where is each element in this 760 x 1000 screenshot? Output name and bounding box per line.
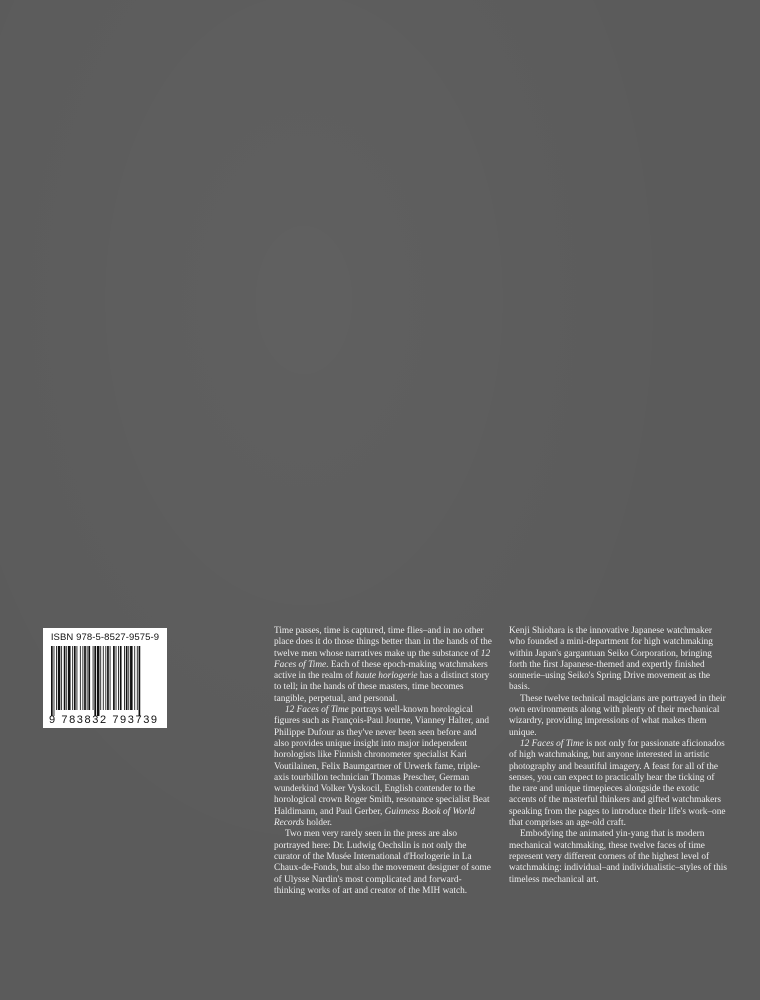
barcode-bar — [134, 646, 135, 710]
barcode-bar — [51, 646, 53, 716]
barcode-bar — [116, 646, 117, 710]
barcode-bar — [105, 646, 106, 710]
barcode-bar — [82, 646, 83, 710]
barcode-bar — [107, 646, 109, 710]
barcode-bar — [61, 646, 62, 710]
text-run: Time passes, time is captured, time flies–and in no other place does it do those things better than in the hands of the twelve men whose narratives make up the substance of — [274, 626, 492, 659]
blurb-paragraph: Kenji Shiohara is the innovative Japanese watchmaker who founded a mini-department for high watchmaking within Japan's gargantuan Seiko Corporation, bringing forth the first Japanese-themed and expertly finished sonnerie–using Seiko's Spring Drive movement as the basis. — [509, 626, 713, 693]
blurb-paragraph: These twelve technical magicians are portrayed in their own environments along with plenty of their mechanical wizardry, providing impressions of what makes them unique. — [509, 693, 726, 738]
barcode-bar — [56, 646, 57, 710]
barcode-bar — [118, 646, 119, 710]
barcode-bar — [94, 646, 96, 716]
barcode-bar — [137, 646, 138, 710]
barcode-bar — [103, 646, 104, 710]
isbn-label: ISBN 978-5-8527-9575-9 — [50, 632, 160, 643]
barcode-bar — [120, 646, 122, 710]
barcode-bar — [110, 646, 111, 710]
emphasis-term: Guinness Book of World Records — [274, 806, 475, 829]
barcode-bar — [64, 646, 66, 710]
barcode-bar — [87, 646, 88, 710]
blurb-paragraph — [274, 626, 492, 705]
blurb-paragraph — [274, 705, 492, 829]
barcode-bar — [84, 646, 86, 710]
isbn-barcode — [43, 628, 167, 728]
barcode-bar — [93, 646, 94, 710]
barcode-bar — [128, 646, 129, 710]
barcode-bars — [49, 646, 161, 716]
barcode-bar — [54, 646, 55, 716]
barcode-bar — [139, 646, 141, 716]
blurb-column-right — [509, 626, 727, 886]
barcode-bar — [126, 646, 128, 710]
barcode-bar — [68, 646, 71, 710]
barcode-bar — [77, 646, 78, 710]
barcode-bar — [72, 646, 73, 710]
blurb-column-left — [274, 626, 492, 897]
barcode-bar — [113, 646, 115, 710]
text-run: . Each of these epoch-making watchmakers active in the realm of — [274, 659, 488, 682]
barcode-bar — [130, 646, 133, 710]
emphasis-term: haute horlogerie — [355, 671, 418, 682]
blurb-paragraph — [509, 739, 727, 829]
barcode-bar — [66, 646, 67, 710]
barcode-bar — [80, 646, 81, 710]
barcode-bar — [58, 646, 61, 710]
barcode-bar — [97, 646, 100, 716]
barcode-bar — [124, 646, 125, 710]
barcode-bar — [100, 646, 101, 710]
ean-digits: 9 783832 793739 — [49, 714, 159, 726]
blurb-paragraph: Two men very rarely seen in the press are also portrayed here: Dr. Ludwig Oechslin is not only the curator of the Musée International d'Horlogerie in La Chaux-de-Fonds, but also the movement designer of some of Ulysse Nardin's most complicated and forward-thinking works of art and creator of the MIH watch. — [274, 829, 491, 896]
book-title: 12 Faces of Time — [285, 705, 349, 716]
text-run: is not only for passionate aficionados of high watchmaking, but anyone interested in artistic photography and beautiful imagery. A feast for all of the senses, you can expect to practically hear the ticking of the rare and unique timepieces alongside the exotic accents of the masterful thinkers and gifted watchmakers speaking from the pages to introduce their life's work–one that comprises an age-old craft. — [509, 738, 726, 829]
book-title: 12 Faces of Time — [520, 738, 584, 749]
text-run: holder. — [304, 818, 333, 829]
blurb-paragraph: Embodying the animated yin-yang that is modern mechanical watchmaking, these twelve faces of time represent very different corners of the highest level of watchmaking: individual–and individualistic–styles of this timeless mechanical art. — [509, 829, 727, 885]
barcode-bar — [88, 646, 90, 710]
text-run: portrays well-known horological figures such as François-Paul Journe, Vianney Halter, and Philippe Dufour as they've never been seen before and also provides unique insight into major independent horologists like Finnish chronometer specialist Kari Voutilainen, Felix Baumgartner of Urwerk fame, triple-axis tourbillon technician Thomas Prescher, German wunderkind Volker Vyskocil, English contender to the horological crown Roger Smith, resonance specialist Beat Haldimann, and Paul Gerber, — [274, 705, 490, 817]
barcode-bar — [74, 646, 76, 710]
book-title: 12 Faces of Time — [274, 648, 491, 670]
text-run: has a distinct story to tell; in the hands of these masters, time becomes tangible, perpetual, and personal. — [274, 671, 490, 704]
